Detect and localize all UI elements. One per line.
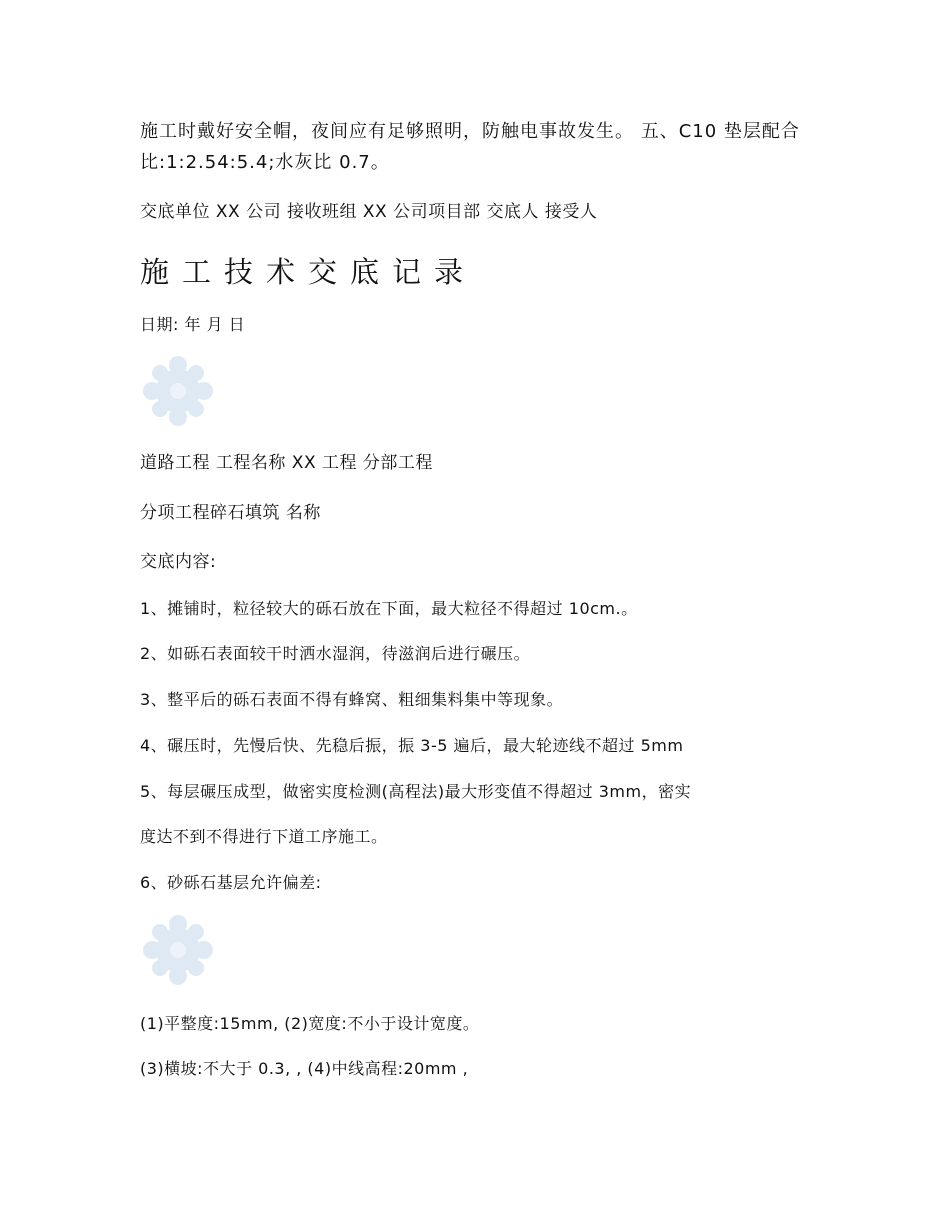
list-item: 度达不到不得进行下道工序施工。 xyxy=(140,827,388,846)
list-item: 2、如砾石表面较干时洒水湿润，待滋润后进行碾压。 xyxy=(140,644,531,663)
list-item: 3、整平后的砾石表面不得有蜂窝、粗细集料集中等现象。 xyxy=(140,690,564,709)
snowflake-watermark-icon xyxy=(140,912,216,988)
list-item: 1、摊铺时，粒径较大的砾石放在下面，最大粒径不得超过 10cm.。 xyxy=(140,599,638,618)
tolerance-item: (1)平整度:15mm, (2)宽度:不小于设计宽度。 xyxy=(140,1014,480,1033)
list-item: 6、砂砾石基层允许偏差: xyxy=(140,873,322,892)
list-item: 5、每层碾压成型，做密实度检测(高程法)最大形变值不得超过 3mm，密实 xyxy=(140,782,692,801)
intro-paragraph: 施工时戴好安全帽，夜间应有足够照明，防触电事故发生。 五、C10 垫层配合比:1:2.54:5.4;水灰比 0.7。 xyxy=(140,121,800,173)
subitem-line: 分项工程碎石填筑 名称 xyxy=(140,503,321,523)
tolerance-item: (3)横坡:不大于 0.3, , (4)中线高程:20mm , xyxy=(140,1059,469,1078)
project-line: 道路工程 工程名称 XX 工程 分部工程 xyxy=(140,453,433,473)
document-title: 施工技术交底记录 xyxy=(140,255,477,289)
content-heading: 交底内容: xyxy=(140,552,217,572)
handover-line: 交底单位 XX 公司 接收班组 XX 公司项目部 交底人 接受人 xyxy=(140,202,598,222)
snowflake-watermark-icon xyxy=(140,353,216,429)
list-item: 4、碾压时，先慢后快、先稳后振，振 3-5 遍后，最大轮迹线不超过 5mm xyxy=(140,736,684,755)
date-line: 日期: 年 月 日 xyxy=(140,315,246,334)
